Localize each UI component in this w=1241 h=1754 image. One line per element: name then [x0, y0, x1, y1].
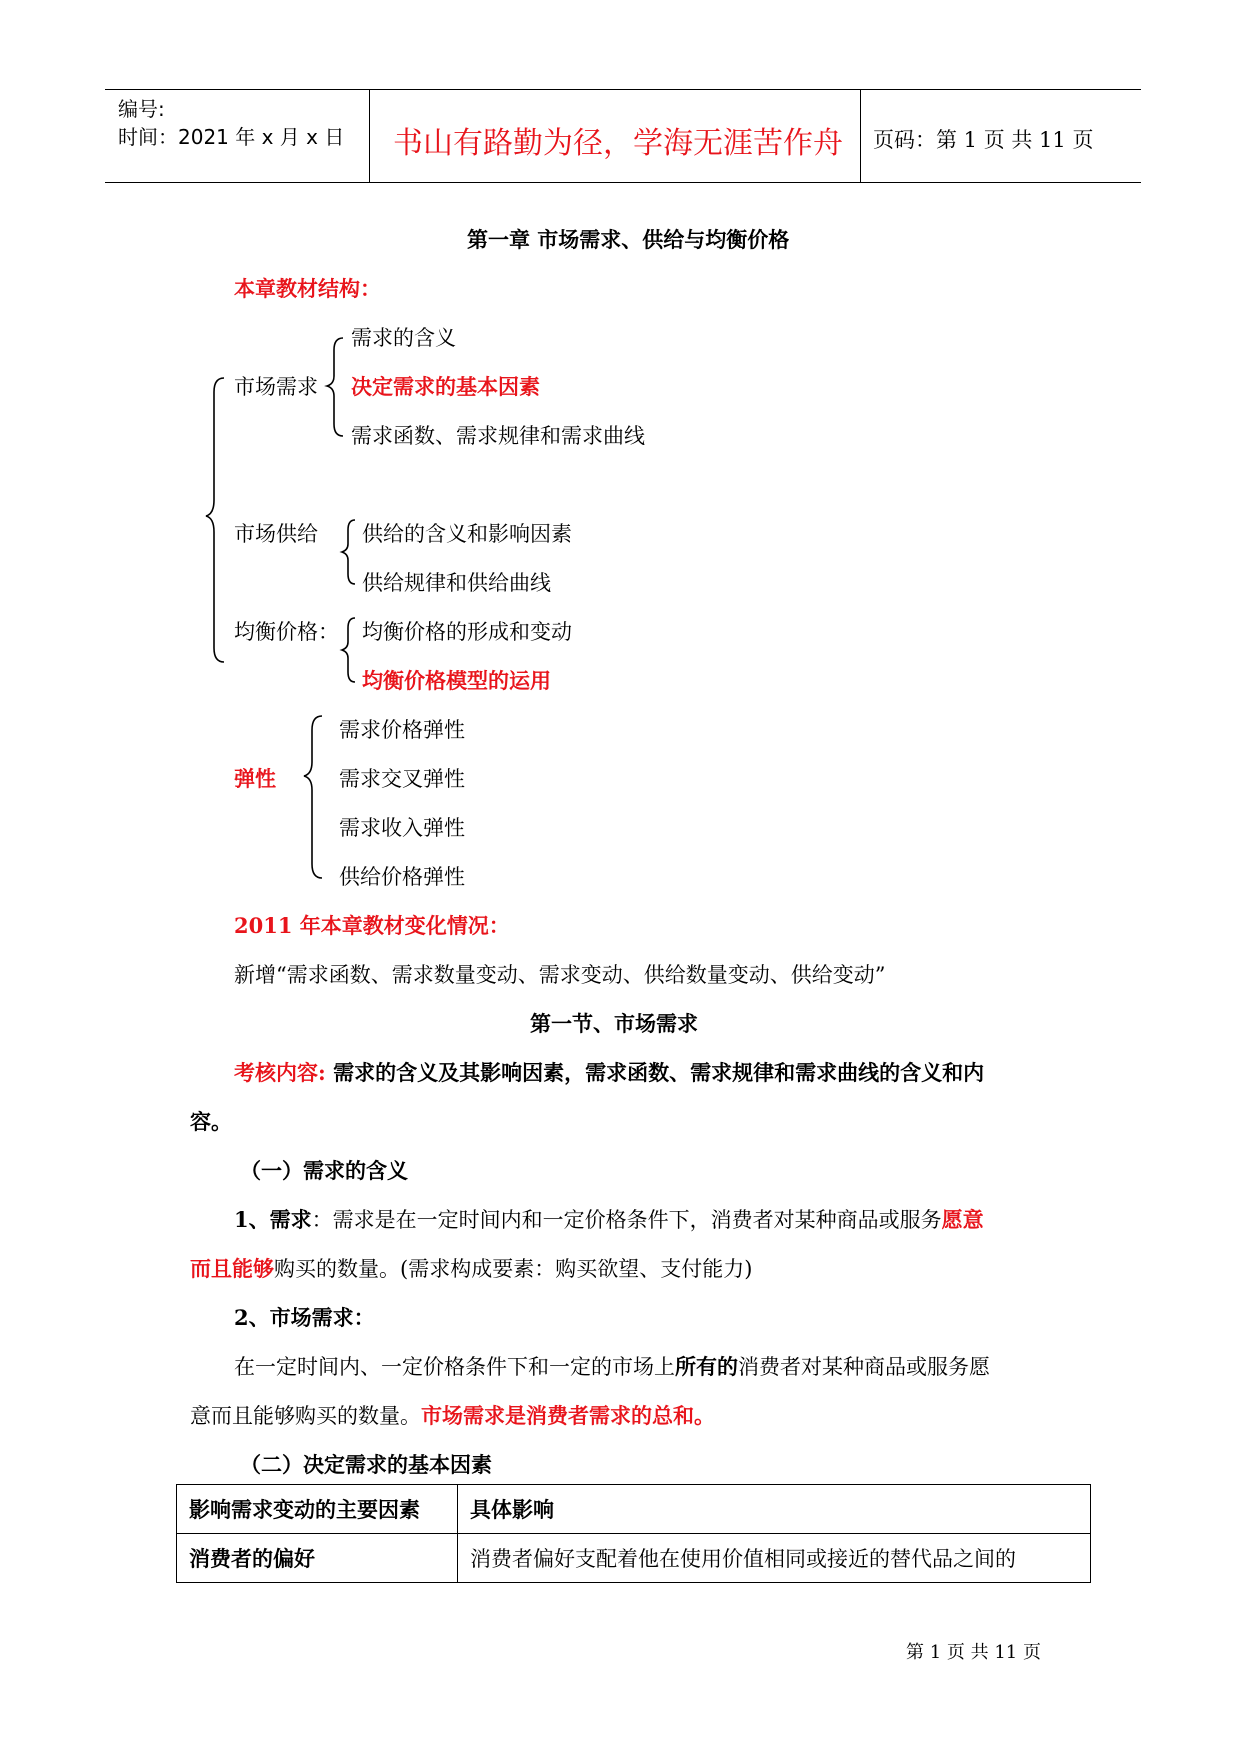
- equilibrium-item-formation: 均衡价格的形成和变动: [362, 620, 572, 644]
- market-demand-label: 市场需求: [234, 375, 318, 399]
- page-footer: 第 1 页 共 11 页: [906, 1642, 1041, 1663]
- demand-definition-colon: ：: [311, 1208, 333, 1232]
- market-demand-text1: 在一定时间内、一定价格条件下和一定的市场上: [234, 1355, 675, 1379]
- elasticity-item-price: 需求价格弹性: [339, 718, 465, 742]
- demand-definition-red2: 而且能够: [190, 1256, 274, 1281]
- header-divider-left: [369, 89, 370, 182]
- demand-definition-text1: 需求是在一定时间内和一定价格条件下，消费者对某种商品或服务: [332, 1208, 942, 1232]
- chapter-title: 第一章 市场需求、供给与均衡价格: [467, 227, 790, 252]
- outer-brace: [206, 378, 224, 662]
- header-divider-right: [860, 89, 861, 182]
- market-demand-text3: 意而且能够购买的数量。: [190, 1404, 421, 1428]
- equilibrium-item-model: 均衡价格模型的运用: [362, 668, 551, 693]
- table-header-effect: 具体影响: [458, 1485, 1091, 1534]
- demand-item-factors: 决定需求的基本因素: [351, 374, 540, 399]
- equilibrium-brace: [342, 618, 355, 682]
- supply-brace: [342, 520, 355, 584]
- market-demand-title: 2、市场需求：: [234, 1305, 375, 1330]
- table-header-row: [177, 1485, 1091, 1534]
- header-bottom-rule: [105, 182, 1141, 183]
- market-demand-line1: [234, 1351, 990, 1381]
- table-cell-effect: 消费者偏好支配着他在使用价值相同或接近的替代品之间的: [458, 1534, 1091, 1583]
- market-demand-red: 市场需求是消费者需求的总和。: [421, 1403, 715, 1428]
- table-row: [177, 1534, 1091, 1583]
- exam-content-line2: 容。: [190, 1109, 232, 1134]
- header-number-label: 编号:: [118, 97, 165, 121]
- market-demand-line2: [190, 1400, 715, 1430]
- demand-definition-line1: [234, 1204, 984, 1234]
- demand-brace: [327, 338, 343, 436]
- sub1-title: （一）需求的含义: [240, 1158, 408, 1183]
- demand-definition-line2: [190, 1253, 752, 1283]
- market-demand-bold1: 所有的: [675, 1354, 738, 1379]
- header-top-rule: [105, 89, 1141, 90]
- market-demand-text2: 消费者对某种商品或服务愿: [738, 1355, 990, 1379]
- header-motto: 书山有路勤为径，学海无涯苦作舟: [393, 126, 843, 161]
- supply-item-law: 供给规律和供给曲线: [362, 571, 551, 595]
- table-header-factor: 影响需求变动的主要因素: [177, 1485, 458, 1534]
- demand-factors-table: [176, 1484, 1091, 1583]
- demand-definition-num: 1、需求: [234, 1207, 312, 1232]
- elasticity-item-supply: 供给价格弹性: [339, 865, 465, 889]
- equilibrium-label: 均衡价格：: [234, 620, 339, 644]
- demand-item-meaning: 需求的含义: [351, 326, 456, 350]
- elasticity-item-income: 需求收入弹性: [339, 816, 465, 840]
- exam-content-text: 需求的含义及其影响因素，需求函数、需求规律和需求曲线的含义和内: [325, 1060, 985, 1085]
- demand-definition-red1: 愿意: [941, 1207, 984, 1232]
- exam-content-line1: [234, 1057, 984, 1087]
- section1-title: 第一节、市场需求: [530, 1011, 698, 1036]
- exam-content-label: 考核内容:: [234, 1060, 326, 1085]
- elasticity-label: 弹性: [234, 766, 276, 791]
- sub2-title: （二）决定需求的基本因素: [240, 1452, 492, 1477]
- supply-item-meaning: 供给的含义和影响因素: [362, 522, 572, 546]
- demand-definition-text2: 购买的数量。(需求构成要素：购买欲望、支付能力): [274, 1257, 753, 1281]
- changes-text: 新增“需求函数、需求数量变动、需求变动、供给数量变动、供给变动”: [234, 963, 886, 987]
- demand-item-function: 需求函数、需求规律和需求曲线: [351, 424, 645, 448]
- elasticity-brace: [304, 716, 322, 878]
- structure-heading: 本章教材结构：: [234, 276, 381, 301]
- header-time-label: 时间：2021 年 x 月 x 日: [118, 125, 345, 149]
- market-supply-label: 市场供给: [234, 522, 318, 546]
- elasticity-item-cross: 需求交叉弹性: [339, 767, 465, 791]
- header-page-label: 页码：第 1 页 共 11 页: [873, 128, 1094, 152]
- table-cell-factor: 消费者的偏好: [177, 1534, 458, 1583]
- changes-heading: 2011 年本章教材变化情况：: [234, 913, 510, 938]
